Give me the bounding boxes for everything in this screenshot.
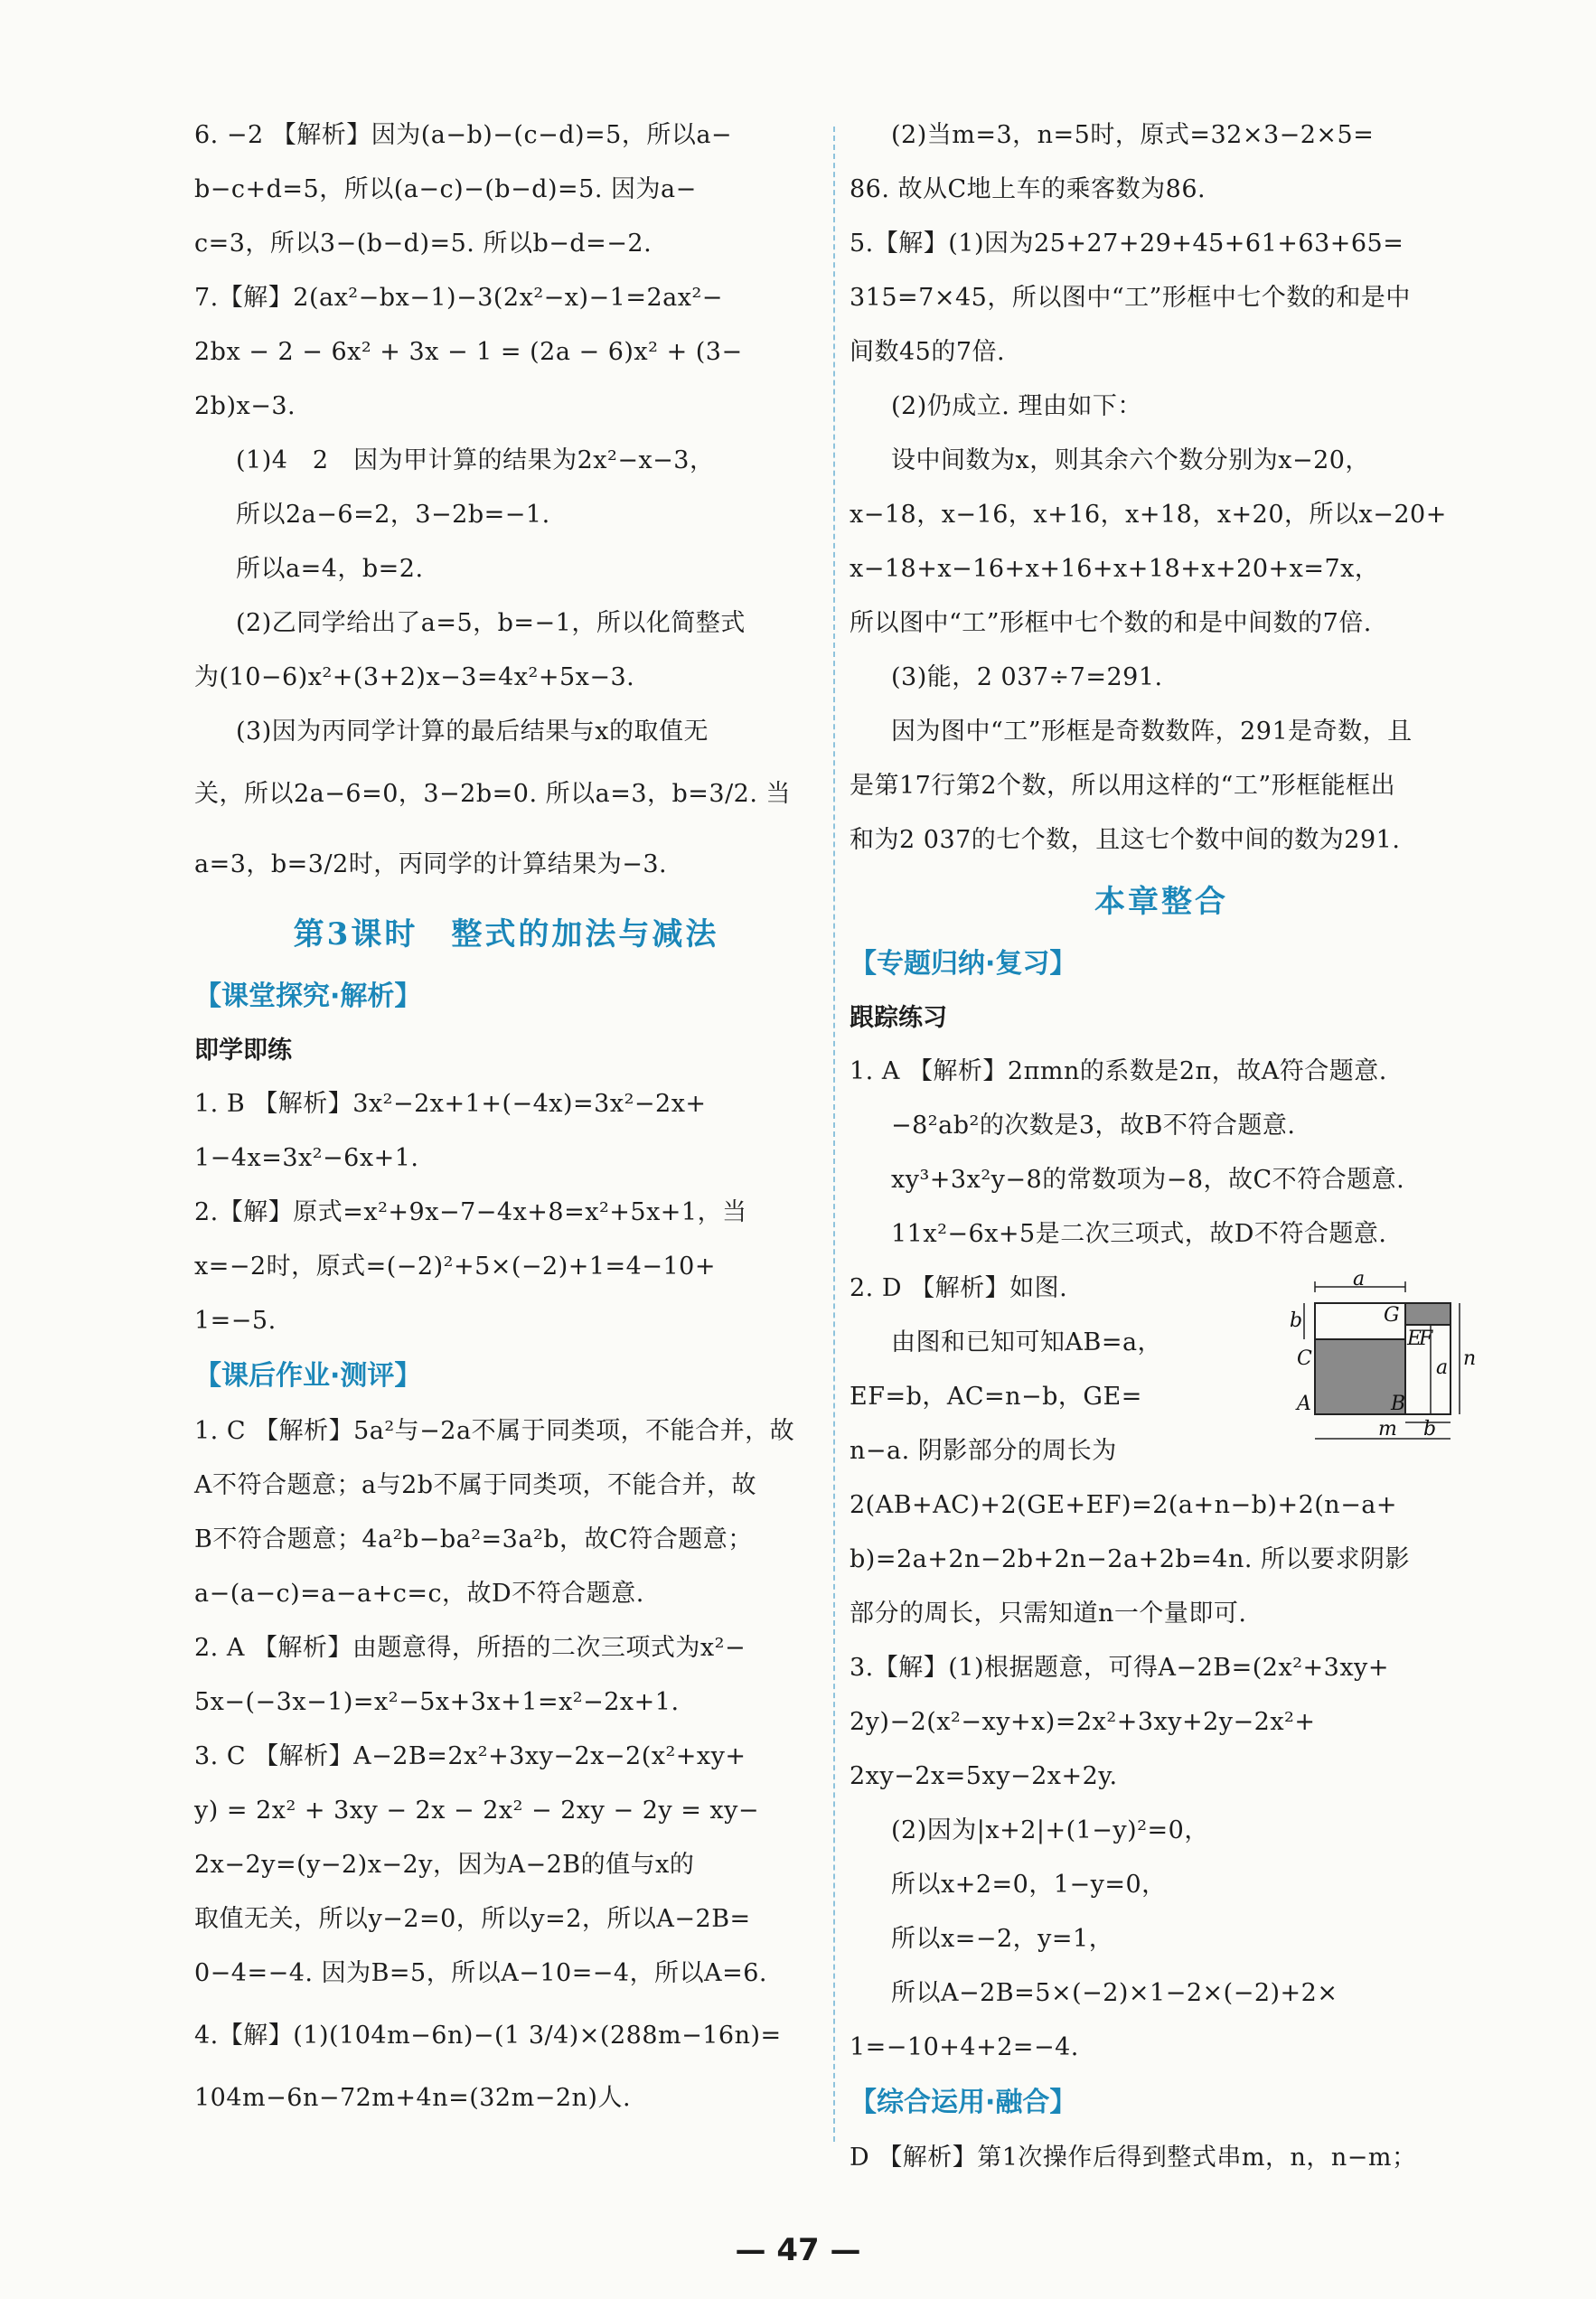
text-line: 86. 故从C地上车的乘客数为86.	[850, 175, 1206, 203]
text-line: a−(a−c)=a−a+c=c，故D不符合题意.	[194, 1580, 644, 1608]
text-line: 是第17行第2个数，所以用这样的“工”形框能框出	[850, 772, 1396, 800]
text-line: x−18+x−16+x+16+x+18+x+20+x=7x，	[850, 555, 1380, 583]
text-line: 所以图中“工”形框中七个数的和是中间数的7倍.	[850, 609, 1372, 637]
text-line: 关，所以2a−6=0，3−2b=0. 所以a=3，b=3/2. 当	[194, 780, 792, 808]
text-line: 2. D 【解析】如图.	[850, 1274, 1068, 1302]
text-line: 1=−5.	[194, 1307, 277, 1335]
text-line: 所以a=4，b=2.	[236, 555, 424, 583]
label-F: F	[1419, 1328, 1433, 1350]
text-line: 2(AB+AC)+2(GE+EF)=2(a+n−b)+2(n−a+	[850, 1491, 1398, 1519]
text-line: x=−2时，原式=(−2)²+5×(−2)+1=4−10+	[194, 1253, 716, 1281]
text-line: 1=−10+4+2=−4.	[850, 2033, 1079, 2061]
text-line: 3.【解】(1)根据题意，可得A−2B=(2x²+3xy+	[850, 1654, 1389, 1682]
text-line: 设中间数为x，则其余六个数分别为x−20，	[891, 446, 1370, 474]
text-line: 2bx − 2 − 6x² + 3x − 1 = (2a − 6)x² + (3−	[194, 338, 743, 366]
text-line: 取值无关，所以y−2=0，所以y=2，所以A−2B=	[194, 1905, 751, 1933]
page-number: — 47 —	[735, 2232, 861, 2268]
text-line: 部分的周长，只需知道n一个量即可.	[850, 1600, 1247, 1628]
text-line: 7.【解】2(ax²−bx−1)−3(2x²−x)−1=2ax²−	[194, 284, 723, 312]
text-line: 5.【解】(1)因为25+27+29+45+61+63+65=	[850, 230, 1404, 258]
text-line: 由图和已知可知AB=a，	[891, 1328, 1163, 1356]
text-line: 间数45的7倍.	[850, 338, 1006, 366]
text-line: 2x−2y=(y−2)x−2y，因为A−2B的值与x的	[194, 1851, 695, 1879]
right-column	[850, 108, 1473, 2185]
text-line: 2.【解】原式=x²+9x−7−4x+8=x²+5x+1，当	[194, 1198, 747, 1226]
text-line: (3)因为丙同学计算的最后结果与x的取值无	[236, 718, 709, 746]
label-b-bottom: b	[1423, 1418, 1437, 1440]
text-line: 因为图中“工”形框是奇数数阵，291是奇数，且	[891, 718, 1413, 746]
text-line: 2b)x−3.	[194, 392, 296, 420]
bracket-heading: 【课堂探究·解析】	[194, 981, 422, 1012]
sub-heading: 跟踪练习	[850, 1004, 947, 1032]
label-n-right: n	[1463, 1347, 1477, 1370]
column-divider	[833, 127, 835, 2142]
text-line: b)=2a+2n−2b+2n−2a+2b=4n. 所以要求阴影	[850, 1545, 1411, 1573]
label-a-top: a	[1353, 1274, 1366, 1290]
sub-heading: 即学即练	[194, 1037, 292, 1065]
text-line: 2xy−2x=5xy−2x+2y.	[850, 1762, 1118, 1790]
label-b-left: b	[1290, 1309, 1303, 1332]
label-A: A	[1297, 1393, 1311, 1415]
text-line: −8²ab²的次数是3，故B不符合题意.	[891, 1112, 1296, 1140]
text-line: 2y)−2(x²−xy+x)=2x²+3xy+2y−2x²+	[850, 1708, 1316, 1736]
text-line: x−18，x−16，x+16，x+18，x+20，所以x−20+	[850, 501, 1447, 529]
text-line: (2)当m=3，n=5时，原式=32×3−2×5=	[891, 121, 1375, 149]
text-line: (2)仍成立. 理由如下：	[891, 392, 1142, 420]
label-G: G	[1384, 1304, 1400, 1327]
text-line: 2. A 【解析】由题意得，所捂的二次三项式为x²−	[194, 1634, 746, 1662]
text-line: n−a. 阴影部分的周长为	[850, 1437, 1117, 1465]
label-a-right: a	[1436, 1356, 1449, 1379]
bracket-heading: 【专题归纳·复习】	[850, 948, 1077, 980]
label-B: B	[1391, 1393, 1406, 1415]
left-column	[194, 108, 818, 2125]
text-line: 104m−6n−72m+4n=(32m−2n)人.	[194, 2084, 632, 2112]
text-line: (3)能，2 037÷7=291.	[891, 663, 1163, 691]
label-E: E	[1407, 1328, 1422, 1350]
text-line: y) = 2x² + 3xy − 2x − 2x² − 2xy − 2y = xy−	[194, 1797, 760, 1825]
text-line: 所以2a−6=2，3−2b=−1.	[236, 501, 550, 529]
text-line: EF=b，AC=n−b，GE=	[850, 1383, 1142, 1411]
text-line: b−c+d=5，所以(a−c)−(b−d)=5. 因为a−	[194, 175, 697, 203]
text-line: 所以x+2=0，1−y=0，	[891, 1871, 1167, 1899]
text-line: 所以A−2B=5×(−2)×1−2×(−2)+2×	[891, 1979, 1338, 2007]
text-line: 11x²−6x+5是二次三项式，故D不符合题意.	[891, 1220, 1387, 1248]
bracket-heading: 【综合运用·融合】	[850, 2087, 1077, 2118]
text-line: D 【解析】第1次操作后得到整式串m，n，n−m；	[850, 2144, 1417, 2172]
text-line: A不符合题意；a与2b不属于同类项，不能合并，故	[194, 1471, 757, 1499]
text-line: 5x−(−3x−1)=x²−5x+3x+1=x²−2x+1.	[194, 1688, 680, 1716]
text-line: 315=7×45，所以图中“工”形框中七个数的和是中	[850, 284, 1411, 312]
shade-right	[1405, 1303, 1450, 1325]
geometry-figure	[1288, 1274, 1478, 1450]
text-line: 3. C 【解析】A−2B=2x²+3xy−2x−2(x²+xy+	[194, 1742, 746, 1770]
text-line: 6. −2 【解析】因为(a−b)−(c−d)=5，所以a−	[194, 121, 733, 149]
label-m-bottom: m	[1378, 1418, 1397, 1440]
section-title: 本章整合	[1094, 884, 1228, 920]
text-line: xy³+3x²y−8的常数项为−8，故C不符合题意.	[891, 1166, 1405, 1194]
text-line: 1−4x=3x²−6x+1.	[194, 1144, 419, 1172]
bracket-heading: 【课后作业·测评】	[194, 1360, 422, 1392]
label-C: C	[1297, 1347, 1312, 1370]
text-line: 4.【解】(1)(104m−6n)−(1 3/4)×(288m−16n)=	[194, 2022, 782, 2050]
text-line: 和为2 037的七个数，且这七个数中间的数为291.	[850, 826, 1401, 854]
text-line: c=3，所以3−(b−d)=5. 所以b−d=−2.	[194, 230, 652, 258]
text-line: 为(10−6)x²+(3+2)x−3=4x²+5x−3.	[194, 663, 635, 691]
text-line: 所以x=−2，y=1，	[891, 1925, 1114, 1953]
text-line: (2)因为|x+2|+(1−y)²=0，	[891, 1816, 1209, 1844]
text-line: (1)4 2 因为甲计算的结果为2x²−x−3，	[236, 446, 715, 474]
text-line: B不符合题意；4a²b−ba²=3a²b，故C符合题意；	[194, 1525, 753, 1553]
text-line: 1. C 【解析】5a²与−2a不属于同类项，不能合并，故	[194, 1417, 795, 1445]
text-line: (2)乙同学给出了a=5，b=−1，所以化简整式	[236, 609, 746, 637]
text-line: 0−4=−4. 因为B=5，所以A−10=−4，所以A=6.	[194, 1959, 767, 1987]
text-line: 1. A 【解析】2πmn的系数是2π，故A符合题意.	[850, 1057, 1387, 1085]
text-line: a=3，b=3/2时，丙同学的计算结果为−3.	[194, 850, 668, 878]
section-title: 第3课时 整式的加法与减法	[293, 916, 719, 952]
text-line: 1. B 【解析】3x²−2x+1+(−4x)=3x²−2x+	[194, 1090, 707, 1118]
